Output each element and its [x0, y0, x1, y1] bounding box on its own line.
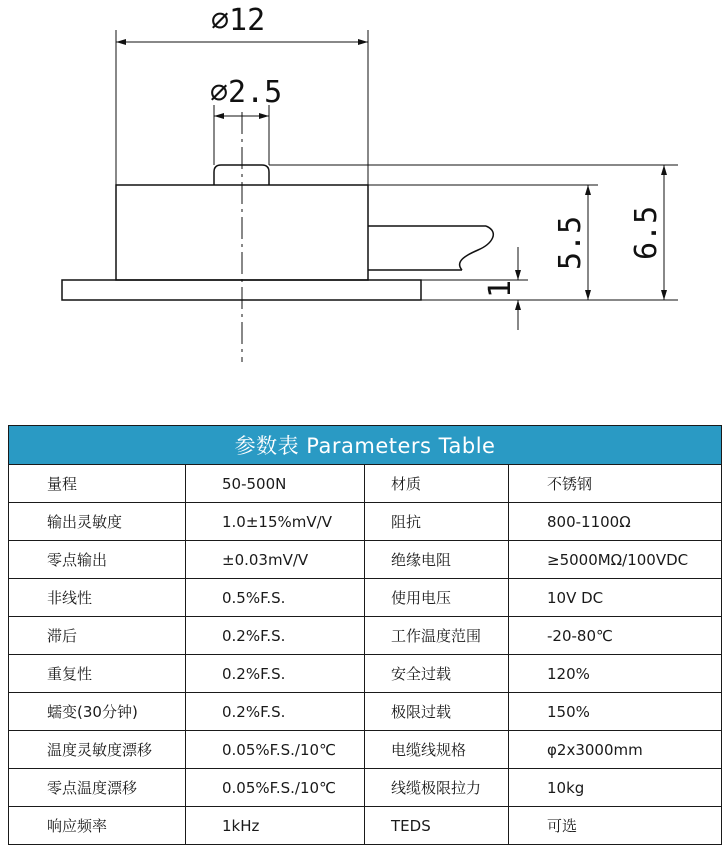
param-label: 工作温度范围 — [365, 617, 509, 655]
table-row — [9, 769, 722, 807]
dim-body-height-label: 5.5 — [553, 215, 588, 270]
param-value: 0.05%F.S./10℃ — [186, 769, 365, 807]
table-title: 参数表 Parameters Table — [9, 426, 722, 465]
param-label: 材质 — [365, 465, 509, 503]
param-value: 120% — [509, 655, 722, 693]
param-value: 10V DC — [509, 579, 722, 617]
param-label: 输出灵敏度 — [9, 503, 186, 541]
table-row — [9, 617, 722, 655]
table-row — [9, 693, 722, 731]
param-value: 1.0±15%mV/V — [186, 503, 365, 541]
dim-base-thickness-label: 1 — [483, 279, 518, 298]
param-value: 150% — [509, 693, 722, 731]
param-value: 0.05%F.S./10℃ — [186, 731, 365, 769]
param-label: 零点温度漂移 — [9, 769, 186, 807]
param-label: 非线性 — [9, 579, 186, 617]
parameters-table — [8, 425, 722, 845]
table-row — [9, 579, 722, 617]
param-label: 蠕变(30分钟) — [9, 693, 186, 731]
param-label: 极限过载 — [365, 693, 509, 731]
table-row — [9, 731, 722, 769]
param-label: 绝缘电阻 — [365, 541, 509, 579]
param-value: ±0.03mV/V — [186, 541, 365, 579]
param-value: 0.2%F.S. — [186, 693, 365, 731]
param-value: 50-500N — [186, 465, 365, 503]
param-label: 重复性 — [9, 655, 186, 693]
table-row — [9, 655, 722, 693]
param-label: 零点输出 — [9, 541, 186, 579]
sensor-dimension-drawing — [0, 0, 727, 400]
param-label: 安全过载 — [365, 655, 509, 693]
dim-inner-diameter-label: ⌀2.5 — [210, 75, 283, 110]
table-row — [9, 541, 722, 579]
param-label: 温度灵敏度漂移 — [9, 731, 186, 769]
param-value: 不锈钢 — [509, 465, 722, 503]
param-label: 线缆极限拉力 — [365, 769, 509, 807]
param-value: 10kg — [509, 769, 722, 807]
table-header-row — [9, 426, 722, 465]
param-value: 1kHz — [186, 807, 365, 845]
cable — [368, 226, 493, 270]
param-label: 滞后 — [9, 617, 186, 655]
param-value: -20-80℃ — [509, 617, 722, 655]
param-label: 响应频率 — [9, 807, 186, 845]
param-label: 量程 — [9, 465, 186, 503]
param-value: 800-1100Ω — [509, 503, 722, 541]
param-value: 可选 — [509, 807, 722, 845]
table-row — [9, 807, 722, 845]
param-value: 0.2%F.S. — [186, 617, 365, 655]
table-row — [9, 503, 722, 541]
dim-outer-diameter-label: ⌀12 — [211, 3, 266, 38]
param-label: TEDS — [365, 807, 509, 845]
dim-total-height-label: 6.5 — [629, 205, 664, 260]
param-value: φ2x3000mm — [509, 731, 722, 769]
param-value: ≥5000MΩ/100VDC — [509, 541, 722, 579]
param-label: 电缆线规格 — [365, 731, 509, 769]
table-row — [9, 465, 722, 503]
param-value: 0.2%F.S. — [186, 655, 365, 693]
param-value: 0.5%F.S. — [186, 579, 365, 617]
param-label: 使用电压 — [365, 579, 509, 617]
param-label: 阻抗 — [365, 503, 509, 541]
